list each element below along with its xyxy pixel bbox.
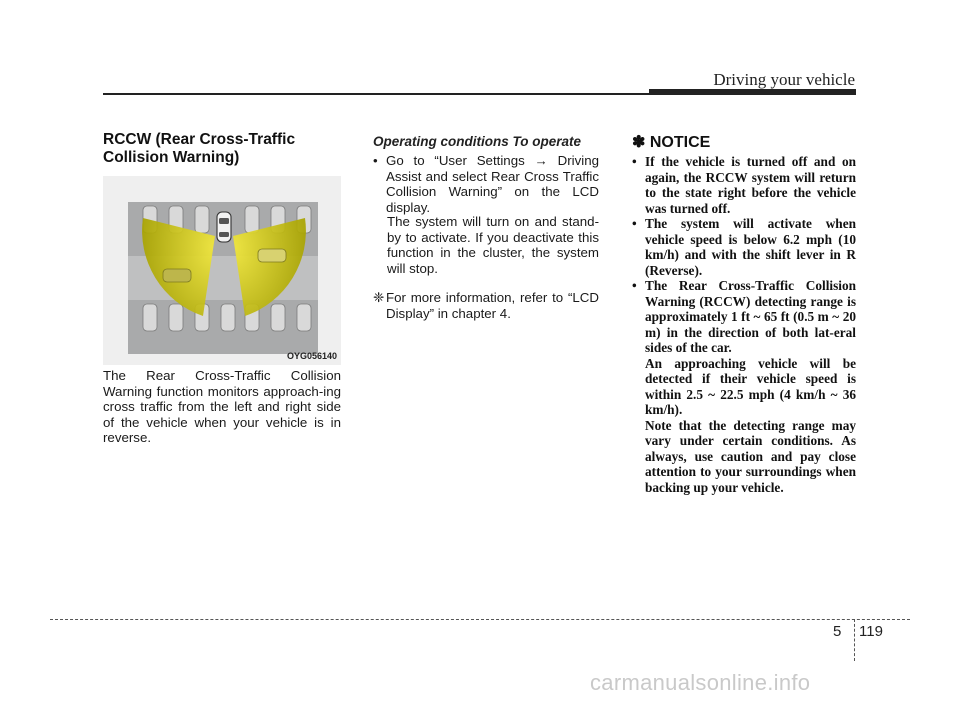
header-bar bbox=[649, 89, 856, 95]
own-vehicle-rear-window bbox=[219, 232, 229, 237]
instruction-text: Go to “User Settings → Driving Assist and select Rear Cross Traffic Collision Warning” on the LCD display. bbox=[386, 153, 599, 215]
chapter-title: Driving your vehicle bbox=[713, 70, 855, 89]
bullet-icon: • bbox=[632, 278, 637, 293]
instruction-detail: The system will turn on and stand-by to activate. If you deactivate this function in the cluster, the system will stop. bbox=[387, 214, 599, 276]
instruction-item bbox=[373, 153, 599, 215]
notice-text: An approaching vehicle will be detected if their vehicle speed is within 2.5 ~ 22.5 mph (4 km/h ~ 36 km/h). bbox=[645, 355, 856, 417]
bullet-icon: • bbox=[632, 216, 637, 231]
figure-code: OYG056140 bbox=[287, 351, 338, 361]
parking-lot-diagram bbox=[103, 176, 341, 365]
own-vehicle-windshield bbox=[219, 218, 229, 224]
page-number: 119 bbox=[859, 623, 883, 640]
notice-heading: ✽ NOTICE bbox=[632, 134, 711, 151]
bullet-icon: • bbox=[373, 153, 378, 168]
reference-mark-icon: ❈ bbox=[373, 290, 385, 305]
notice-text: The system will activate when vehicle speed is below 6.2 mph (10 km/h) and with the shift lever in R (Reverse). bbox=[645, 216, 856, 278]
operating-conditions-heading: Operating conditions To operate bbox=[373, 134, 582, 149]
watermark: carmanualsonline.info bbox=[590, 670, 811, 695]
approaching-car-left bbox=[163, 269, 191, 282]
notice-item bbox=[632, 278, 856, 495]
footer-page-divider bbox=[854, 619, 855, 661]
chapter-number: 5 bbox=[833, 623, 842, 640]
intro-paragraph: The Rear Cross-Traffic Collision Warning function monitors approach-ing cross traffic from the left and right side of the vehicle when your vehicle is in reverse. bbox=[103, 368, 341, 446]
notice-text: If the vehicle is turned off and on again, the RCCW system will return to the state right before the vehicle was turned off. bbox=[645, 154, 856, 216]
own-vehicle bbox=[217, 212, 231, 242]
notice-text: The Rear Cross-Traffic Collision Warning (RCCW) detecting range is approximately 1 ft ~ 65 ft (0.5 m ~ 20 m) in the direction of both lat-eral sides of the car. bbox=[645, 278, 856, 355]
approaching-car-right bbox=[258, 249, 286, 262]
notice-text: Note that the detecting range may vary under certain conditions. As always, use caution and pay close attention to your surroundings when backing up your vehicle. bbox=[645, 417, 856, 495]
reference-text: For more information, refer to “LCD Display” in chapter 4. bbox=[386, 290, 599, 321]
section-heading: RCCW (Rear Cross-Traffic Collision Warning) bbox=[103, 131, 296, 166]
reference-note bbox=[373, 290, 599, 321]
footer-divider bbox=[50, 619, 910, 620]
rccw-illustration bbox=[103, 176, 341, 365]
notice-item bbox=[632, 216, 856, 278]
notice-list bbox=[632, 154, 856, 495]
notice-item bbox=[632, 154, 856, 216]
bullet-icon: • bbox=[632, 154, 637, 169]
